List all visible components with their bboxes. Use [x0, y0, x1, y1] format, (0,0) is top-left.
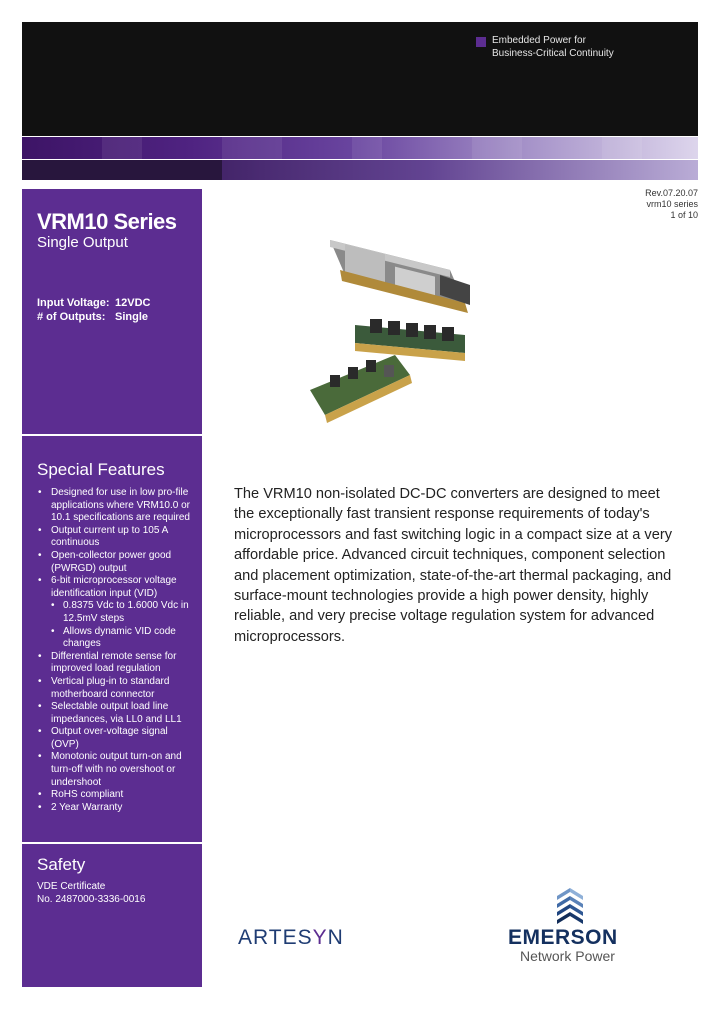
artesyn-logo-y: Y	[312, 926, 328, 949]
safety-line-1: VDE Certificate	[37, 881, 106, 892]
decorative-stripe-lower	[22, 160, 698, 180]
decorative-stripe	[22, 137, 698, 159]
intro-paragraph: The VRM10 non-isolated DC-DC converters are designed to meet the exceptionally fast transient response requirements of today's microprocessors and fast switching logic in a compact size at a very affordable price. Advanced circuit techniques, component selection and placement optimization, state-of-the-art thermal packaging, and surface-mount technologies provide a high power density, highly reliable, and very precise voltage regulation system for advanced microprocessors.	[234, 486, 672, 645]
emerson-logo-text: EMERSON	[508, 926, 618, 949]
revision-number: Rev.07.20.07	[645, 188, 698, 198]
list-item: • Selectable output load line impedances, via LL0 and LL1	[37, 701, 197, 726]
list-item: • Output over-voltage signal (OVP)	[37, 726, 197, 751]
artesyn-logo-text: ARTES	[238, 926, 313, 949]
spec-value: Single	[115, 311, 149, 323]
artesyn-logo-n: N	[327, 926, 344, 949]
sidebar-divider	[22, 434, 202, 436]
product-title: VRM10 Series	[37, 209, 177, 234]
emerson-logo-icon	[557, 888, 583, 928]
tagline-line-2: Business-Critical Continuity	[492, 48, 614, 59]
revision-info	[645, 188, 698, 221]
emerson-logo-subtitle: Network Power	[520, 948, 615, 964]
list-item: • Open-collector power good (PWRGD) output	[37, 550, 197, 575]
special-features-title: Special Features	[37, 460, 165, 479]
product-subtitle: Single Output	[37, 234, 128, 251]
spec-value: 12VDC	[115, 297, 151, 309]
spec-input-voltage	[37, 297, 150, 309]
list-item: • Output current up to 105 A continuous	[37, 525, 197, 550]
list-item: • RoHS compliant	[37, 789, 197, 802]
list-item: • Designed for use in low pro-file applications where VRM10.0 or 10.1 specifications are required	[37, 487, 197, 525]
artesyn-logo	[238, 926, 344, 950]
special-features-list	[37, 487, 197, 814]
spec-label: Input Voltage:	[37, 297, 110, 309]
spec-outputs	[37, 311, 148, 323]
sidebar-divider	[22, 842, 202, 844]
page-number: 1 of 10	[670, 210, 698, 220]
list-subitem: • 0.8375 Vdc to 1.6000 Vdc in 12.5mV steps	[37, 600, 197, 625]
header-tagline	[492, 34, 614, 60]
safety-certificate	[37, 881, 145, 906]
list-item: • Differential remote sense for improved load regulation	[37, 651, 197, 676]
tagline-square-icon	[476, 37, 486, 47]
list-item: • Vertical plug-in to standard motherboard connector	[37, 676, 197, 701]
revision-doc: vrm10 series	[646, 199, 698, 209]
list-item: • Monotonic output turn-on and turn-off with no overshoot or undershoot	[37, 751, 197, 789]
safety-line-2: No. 2487000-3336-0016	[37, 893, 146, 905]
list-item: • 6-bit microprocessor voltage identification input (VID)	[37, 575, 197, 600]
spec-label: # of Outputs:	[37, 311, 106, 323]
tagline-line-1: Embedded Power for	[492, 35, 586, 46]
list-subitem: • Allows dynamic VID code changes	[37, 626, 197, 651]
product-photo	[300, 215, 480, 435]
safety-title: Safety	[37, 855, 86, 874]
list-item: • 2 Year Warranty	[37, 802, 197, 815]
